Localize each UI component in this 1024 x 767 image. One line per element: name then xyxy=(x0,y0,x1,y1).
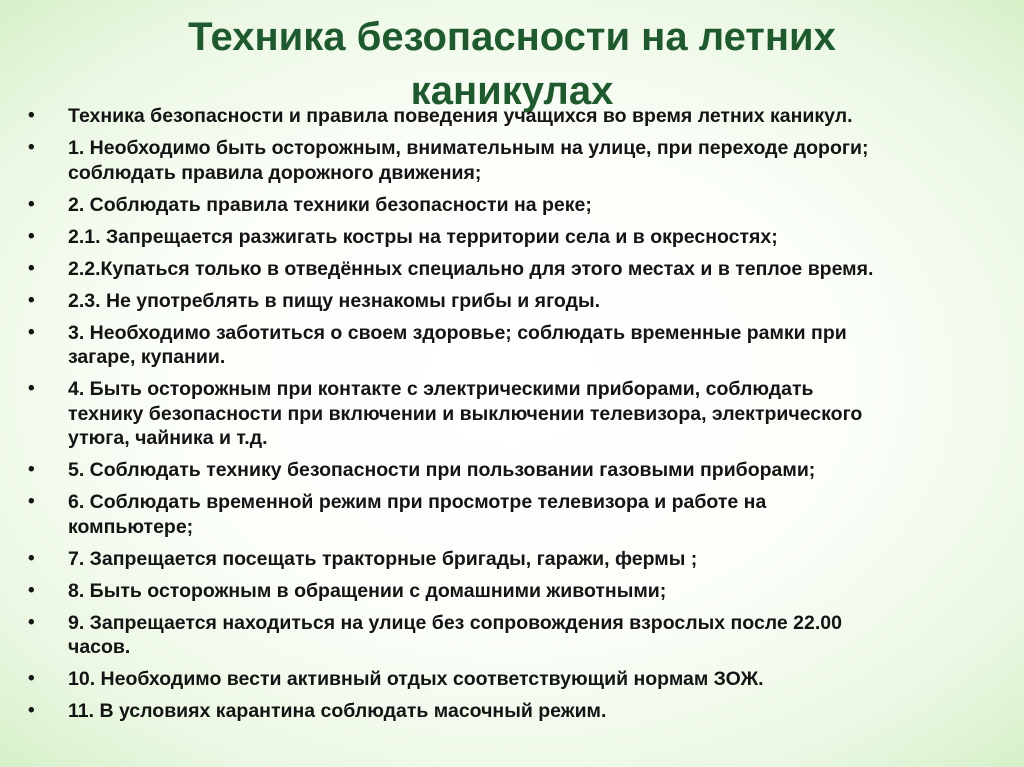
bullet-text-line: 5. Соблюдать технику безопасности при пользовании газовыми приборами; xyxy=(68,459,816,481)
bullet-text-line: 7. Запрещается посещать тракторные бригады, гаражи, фермы ; xyxy=(68,547,698,570)
bullet-dot-icon: • xyxy=(28,668,35,689)
bullet-text-line: соблюдать правила дорожного движения; xyxy=(68,161,482,184)
bullet-item xyxy=(26,321,1016,370)
bullet-dot-icon: • xyxy=(28,491,35,512)
bullet-text-line: 11. В условиях карантина соблюдать масочный режим. xyxy=(68,700,607,722)
bullet-item xyxy=(26,611,1016,660)
bullet-item xyxy=(26,579,1016,604)
bullet-item xyxy=(26,225,1016,250)
bullet-text-line: 3. Необходимо заботиться о своем здоровье; соблюдать временные рамки при xyxy=(68,321,847,344)
bullet-text-line: 2.3. Не употреблять в пищу незнакомы грибы и ягоды. xyxy=(68,289,601,312)
bullet-dot-icon: • xyxy=(28,459,35,480)
bullet-dot-icon: • xyxy=(28,579,35,601)
slide-title-line-2: каникулах xyxy=(410,69,614,113)
bullet-item xyxy=(26,490,1016,539)
bullet-item xyxy=(26,193,1016,218)
bullet-item xyxy=(26,136,1016,185)
bullet-text-line: 2.2.Купаться только в отведённых специально для этого местах и в теплое время. xyxy=(68,257,874,280)
bullet-dot-icon: • xyxy=(28,700,35,721)
bullet-dot-icon: • xyxy=(28,225,35,247)
bullet-text-line: Техника безопасности и правила поведения учащихся во время летних каникул. xyxy=(68,105,853,127)
bullet-item xyxy=(26,699,1016,724)
bullet-list xyxy=(26,104,1016,731)
bullet-item xyxy=(26,667,1016,692)
bullet-text-line: утюга, чайника и т.д. xyxy=(68,427,268,449)
bullet-dot-icon: • xyxy=(28,321,35,343)
bullet-item xyxy=(26,104,1016,129)
bullet-item xyxy=(26,289,1016,314)
bullet-text-line: технику безопасности при включении и выключении телевизора, электрического xyxy=(68,402,863,425)
bullet-text-line: 9. Запрещается находиться на улице без сопровождения взрослых после 22.00 xyxy=(68,611,842,634)
bullet-dot-icon: • xyxy=(28,289,35,311)
bullet-text-line: 1. Необходимо быть осторожным, внимательным на улице, при переходе дороги; xyxy=(68,137,869,159)
bullet-text-line: загаре, купании. xyxy=(68,346,226,368)
slide-title-line-1: Техника безопасности на летних xyxy=(188,15,836,59)
bullet-text-line: часов. xyxy=(68,636,131,658)
bullet-item xyxy=(26,458,1016,483)
bullet-text-line: 4. Быть осторожным при контакте с электрическими приборами, соблюдать xyxy=(68,378,814,400)
bullet-dot-icon: • xyxy=(28,105,35,126)
bullet-dot-icon: • xyxy=(28,257,35,279)
slide-title xyxy=(60,10,964,118)
bullet-dot-icon: • xyxy=(28,611,35,633)
bullet-text-line: 2.1. Запрещается разжигать костры на территории села и в окресностях; xyxy=(68,225,778,248)
bullet-dot-icon: • xyxy=(28,193,35,215)
bullet-dot-icon: • xyxy=(28,378,35,399)
bullet-text-line: 6. Соблюдать временной режим при просмотре телевизора и работе на xyxy=(68,491,767,513)
bullet-item xyxy=(26,547,1016,572)
bullet-item xyxy=(26,257,1016,282)
bullet-text-line: 10. Необходимо вести активный отдых соответствующий нормам ЗОЖ. xyxy=(68,668,764,690)
bullet-dot-icon: • xyxy=(28,547,35,569)
bullet-text-line: компьютере; xyxy=(68,515,194,538)
bullet-item xyxy=(26,377,1016,451)
bullet-text-line: 2. Соблюдать правила техники безопасности на реке; xyxy=(68,193,592,216)
bullet-text-line: 8. Быть осторожным в обращении с домашними животными; xyxy=(68,579,667,602)
bullet-dot-icon: • xyxy=(28,137,35,158)
